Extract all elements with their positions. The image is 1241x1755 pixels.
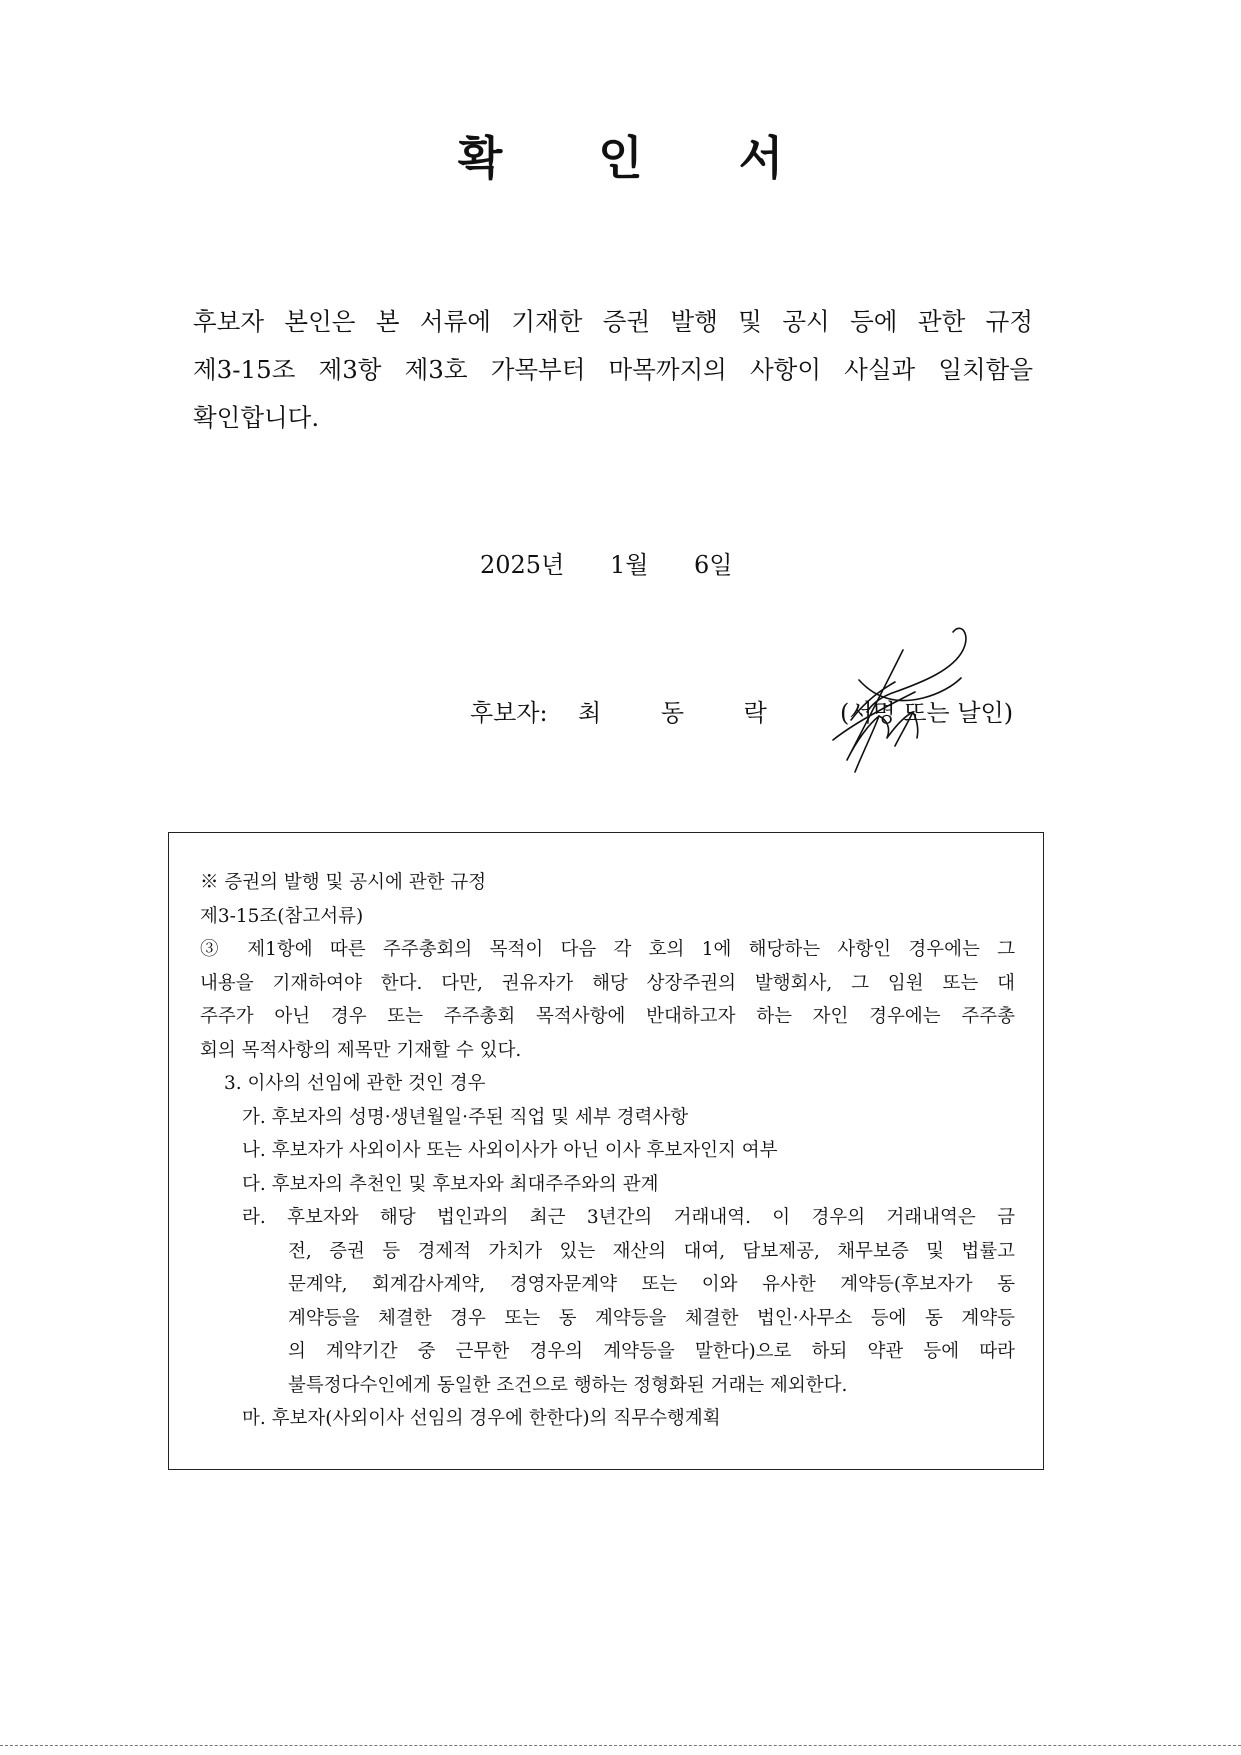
sub-item-ma: 마. 후보자(사외이사 선임의 경우에 한한다)의 직무수행계획	[242, 1408, 721, 1429]
regulation-paragraph-line: 주주가 아닌 경우 또는 주주총회 목적사항에 반대하고자 하는 자인 경우에는 주주총	[200, 1006, 1015, 1027]
sub-item-ra-line: 의 계약기간 중 근무한 경우의 계약등을 말한다)으로 하되 약관 등에 따라	[288, 1341, 1015, 1362]
regulation-heading: ※ 증권의 발행 및 공시에 관한 규정	[200, 872, 487, 893]
document-title: 확 인 서	[457, 131, 824, 185]
sub-item-ra-line: 전, 증권 등 경제적 가치가 있는 재산의 대여, 담보제공, 채무보증 및 법률고	[288, 1240, 1015, 1262]
sub-item-ra-line: 불특정다수인에게 동일한 조건으로 행하는 정형화된 거래는 제외한다.	[288, 1374, 848, 1396]
regulation-paragraph-line: 내용을 기재하여야 한다. 다만, 권유자가 해당 상장주권의 발행회사, 그 임원 또는 대	[200, 972, 1015, 994]
regulation-article: 제3-15조(참고서류)	[200, 905, 364, 927]
statement-line: 확인합니다.	[193, 403, 320, 432]
date-month: 1월	[610, 551, 649, 579]
sub-item-da: 다. 후보자의 추천인 및 후보자와 최대주주와의 관계	[242, 1173, 659, 1195]
handwritten-signature	[803, 620, 983, 780]
signer-label: 후보자:	[470, 699, 548, 727]
confirmation-statement	[193, 298, 1033, 442]
sub-item-na: 나. 후보자가 사외이사 또는 사외이사가 아닌 이사 후보자인지 여부	[242, 1140, 778, 1161]
date-day: 6일	[694, 551, 733, 579]
sub-item-ra-line: 문계약, 회계감사계약, 경영자문계약 또는 이와 유사한 계약등(후보자가 동	[288, 1274, 1015, 1295]
regulation-paragraph-line: ③ 제1항에 따른 주주총회의 목적이 다음 각 호의 1에 해당하는 사항인 경우에는 그	[200, 939, 1015, 960]
regulation-item-3: 3. 이사의 선임에 관한 것인 경우	[224, 1073, 486, 1094]
statement-line: 제3-15조 제3항 제3호 가목부터 마목까지의 사항이 사실과 일치함을	[193, 355, 1033, 384]
regulation-paragraph-line: 회의 목적사항의 제목만 기재할 수 있다.	[200, 1039, 522, 1061]
regulation-text	[200, 866, 1015, 1436]
page-bottom-edge	[0, 1745, 1241, 1746]
date-year: 2025년	[480, 551, 565, 579]
signature-note: (서명 또는 날인)	[840, 699, 1014, 727]
statement-line: 후보자 본인은 본 서류에 기재한 증권 발행 및 공시 등에 관한 규정	[193, 307, 1033, 336]
signer-name: 최 동 락	[578, 699, 793, 727]
sub-item-ga: 가. 후보자의 성명·생년월일·주된 직업 및 세부 경력사항	[242, 1106, 689, 1128]
sub-item-ra-line: 계약등을 체결한 경우 또는 동 계약등을 체결한 법인·사무소 등에 동 계약등	[288, 1307, 1015, 1329]
date	[480, 545, 732, 580]
sub-item-ra-line: 라. 후보자와 해당 법인과의 최근 3년간의 거래내역. 이 경우의 거래내역은 금	[242, 1207, 1015, 1228]
